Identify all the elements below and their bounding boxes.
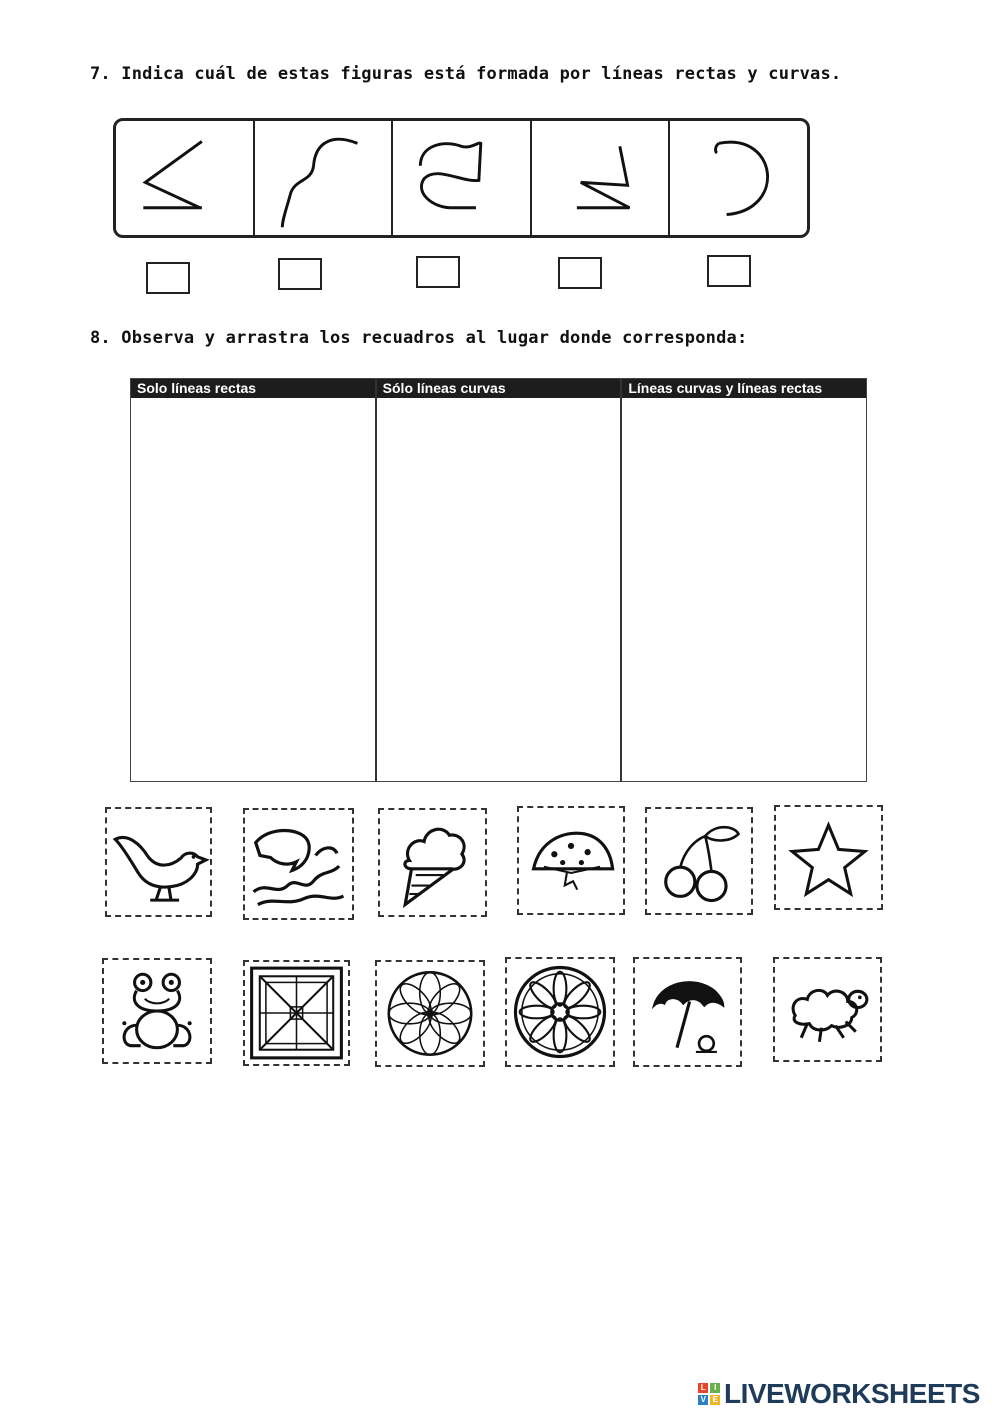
sheep-icon [775,959,880,1060]
drop-zone-straight[interactable] [131,398,375,781]
logo-letter-i: I [710,1383,720,1393]
curve-and-straight-icon [393,121,530,235]
card-fan[interactable] [517,806,625,915]
checkbox-figure-4[interactable] [558,257,602,289]
card-frog[interactable] [102,958,212,1064]
card-bird[interactable] [105,807,212,917]
ice-cream-icon [380,810,485,915]
column-header-straight: Solo líneas rectas [131,379,375,398]
figure-curve-and-straight [393,121,532,235]
column-straight-lines [131,379,377,781]
card-dolphin[interactable] [243,808,354,920]
question-8: 8. Observa y arrastra los recuadros al lugar donde corresponda: [90,328,748,348]
flower-rosette-icon [507,959,613,1065]
sorting-table [130,378,867,782]
question-7: 7. Indica cuál de estas figuras está formada por líneas rectas y curvas. [90,64,842,84]
square-pattern-icon [245,962,348,1064]
column-header-curved: Sólo líneas curvas [377,379,621,398]
liveworksheets-logo [698,1376,980,1412]
column-curved-lines [377,379,623,781]
figure-straight-angle [116,121,255,235]
checkbox-figure-5[interactable] [707,255,751,287]
brand-logo-icon [698,1383,720,1405]
checkbox-figure-3[interactable] [416,256,460,288]
figure-zigzag [532,121,671,235]
checkbox-figure-2[interactable] [278,258,322,290]
logo-letter-e: E [710,1395,720,1405]
dolphin-icon [245,810,352,918]
card-umbrella[interactable] [633,957,742,1067]
umbrella-icon [635,959,740,1065]
frog-icon [104,960,210,1062]
straight-angle-icon [116,121,253,235]
logo-letter-v: V [698,1395,708,1405]
cherries-icon [647,809,751,913]
fan-icon [519,808,623,913]
column-header-mixed: Líneas curvas y líneas rectas [622,379,866,398]
card-star[interactable] [774,805,883,910]
figure-strip [113,118,810,238]
card-sheep[interactable] [773,957,882,1062]
zigzag-icon [532,121,669,235]
card-ice-cream[interactable] [378,808,487,917]
figure-wavy-curve [255,121,394,235]
logo-letter-l: L [698,1383,708,1393]
figure-arc [670,121,807,235]
wavy-curve-icon [255,121,392,235]
card-cherries[interactable] [645,807,753,915]
card-square-pattern[interactable] [243,960,350,1066]
drop-zone-mixed[interactable] [622,398,866,781]
star-icon [776,807,881,908]
column-mixed-lines [622,379,866,781]
card-flower-rosette[interactable] [505,957,615,1067]
brand-name: LIVEWORKSHEETS [724,1378,980,1409]
arc-icon [670,121,807,235]
card-rose-pattern[interactable] [375,960,485,1067]
drop-zone-curved[interactable] [377,398,621,781]
checkbox-figure-1[interactable] [146,262,190,294]
rose-pattern-icon [377,962,483,1065]
bird-icon [107,809,210,915]
